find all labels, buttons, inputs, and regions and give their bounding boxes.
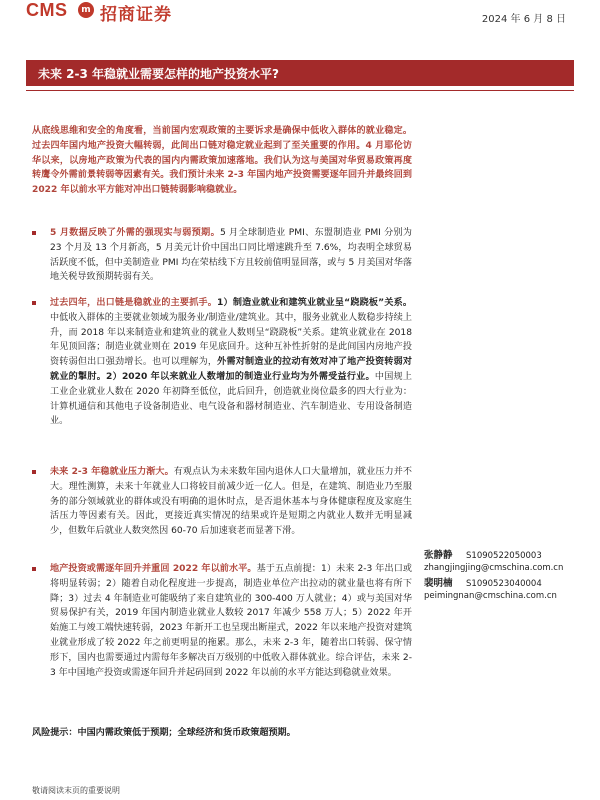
bullet-body: 5 月全球制造业 PMI、东盟制造业 PMI 分别为 23 个月及 13 个月新高，5 月美元计价中国出口同比增速跳升至 7.6%，均表明全球贸易活跃度不低，但中美制造业 PMI 均在荣枯线下方且较前值明显回落，或与 5 月美国对华落地关税导致预期转弱有关。 <box>50 228 413 283</box>
bullet-item <box>32 296 412 429</box>
risk-text: 中国内需政策低于预期；全球经济和货币政策超预期。 <box>77 728 296 738</box>
bullet-bold: 1）制造业就业和建筑业就业呈“跷跷板”关系。 <box>217 298 412 308</box>
logo-brand-name: 招商证券 <box>100 5 172 25</box>
analyst-name: 张静静 <box>424 550 453 561</box>
analyst-email[interactable]: peimingnan@cmschina.com.cn <box>424 591 557 601</box>
report-title: 未来 2-3 年稳就业需要怎样的地产投资水平? <box>38 67 279 81</box>
header <box>0 0 600 32</box>
bullet-square-icon <box>32 231 36 235</box>
analyst-name: 裴明楠 <box>424 578 453 589</box>
bullet-item <box>32 465 412 539</box>
bullet-highlight: 地产投资或需逐年回升并重回 2022 年以前水平。 <box>50 564 257 574</box>
bullet-bold: 外需对制造业的拉动有效对冲了地产投资转弱对就业的掣肘。2）2020 年以来就业人数增加的制造业行业均为外需受益行业。 <box>50 357 412 382</box>
bullet-highlight: 5 月数据反映了外需的强现实与弱预期。 <box>50 228 220 238</box>
divider <box>26 90 574 91</box>
bullet-body: 基于五点前提：1）未来 2-3 年出口或将明显转弱；2）随着自动化程度进一步提高，制造业单位产出拉动的就业量也将有所下降；3）过去 4 年制造业可能吸纳了来自建筑业的 300-400 万人就业；4）或与美国对华贸易保护有关，2019 年国内制造业就业人数较 2017 年减少 558 万人；5）2022 年开始施工与竣工端快速转弱，2023 年新开工也呈现出断崖式，2022 年以来地产投资对建筑业就业形成了较 2022 年之前更明显的拖累。那么，未来 2-3 年，随着出口转弱、保守情形下，国内也需要通过内需每年多解决百万级别的中低收入群体就业。综合评估，未来 2-3 年中国地产投资或需逐年回升并起码回到 2022 年以前的水平方能达到稳就业效果。 <box>50 564 412 678</box>
bullet-item <box>32 226 412 285</box>
risk-warning <box>32 725 422 738</box>
bullet-highlight: 过去四年，出口链是稳就业的主要抓手。 <box>50 298 218 308</box>
bullet-item <box>32 562 412 680</box>
analyst-card <box>424 575 557 601</box>
lead-paragraph: 从底线思维和安全的角度看，当前国内宏观政策的主要诉求是确保中低收入群体的就业稳定。过去四年国内地产投资大幅转弱，此间出口链对稳定就业起到了至关重要的作用。4 月耶伦访华以来，以房地产政策为代表的国内内需政策加速落地。我们认为这与美国对华贸易政策再度转鹰令外需前景转弱等因素有关。我们预计未来 2-3 年国内地产投资需要逐年回升并最终回到 2022 年以前水平方能对冲出口链转弱影响稳就业。 <box>32 126 412 196</box>
analyst-id: S1090522050003 <box>466 551 542 561</box>
bullet-square-icon <box>32 567 36 571</box>
footer-note: 敬请阅读末页的重要说明 <box>32 786 120 795</box>
analyst-card <box>424 547 563 573</box>
analyst-id: S1090523040004 <box>466 579 542 589</box>
logo-text: CMS <box>26 0 68 20</box>
bullet-square-icon <box>32 301 36 305</box>
analyst-email[interactable]: zhangjingjing@cmschina.com.cn <box>424 563 564 573</box>
bullet-highlight: 未来 2-3 年稳就业压力渐大。 <box>50 467 174 477</box>
bullet-body: 中低收入群体的主要就业领域为服务业/制造业/建筑业。其中，服务业就业人数稳步持续上升，而 2018 年以来制造业和建筑业的就业人数则呈“跷跷板”关系。建筑业就业在 2018 年见顶回落；制造业就业则在 2019 年见底回升。这种互补性折射的是此间国内房地产投资转弱但出口强劲增长。也可以理解为， <box>50 312 412 368</box>
bullet-body: 有观点认为未来数年国内退休人口大量增加，就业压力并不大。理性测算，未来十年就业人口将较目前减少近一亿人。但是，在建筑、制造业乃至服务的部分领域就业的群体或没有明确的退休时点，是否退休基本与身体健康程度及家庭生活压力等因素有关。因此，更接近真实情况的结果或许是短期之内就业人数并无明显减少，但数年后就业人数突然因 60-70 后加速衰老而显著下滑。 <box>50 467 412 537</box>
risk-label: 风险提示： <box>32 728 78 738</box>
logo-icon: m <box>78 2 94 18</box>
bullet-square-icon <box>32 470 36 474</box>
title-banner <box>26 60 574 86</box>
bullet-body: 中国规上工业企业就业人数在 2020 年初降至低位，此后回升，创造就业岗位最多的四大行业为：计算机通信和其他电子设备制造业、电气设备和器材制造业、汽车制造业、专用设备制造业。 <box>50 371 412 427</box>
report-date: 2024 年 6 月 8 日 <box>481 14 566 25</box>
